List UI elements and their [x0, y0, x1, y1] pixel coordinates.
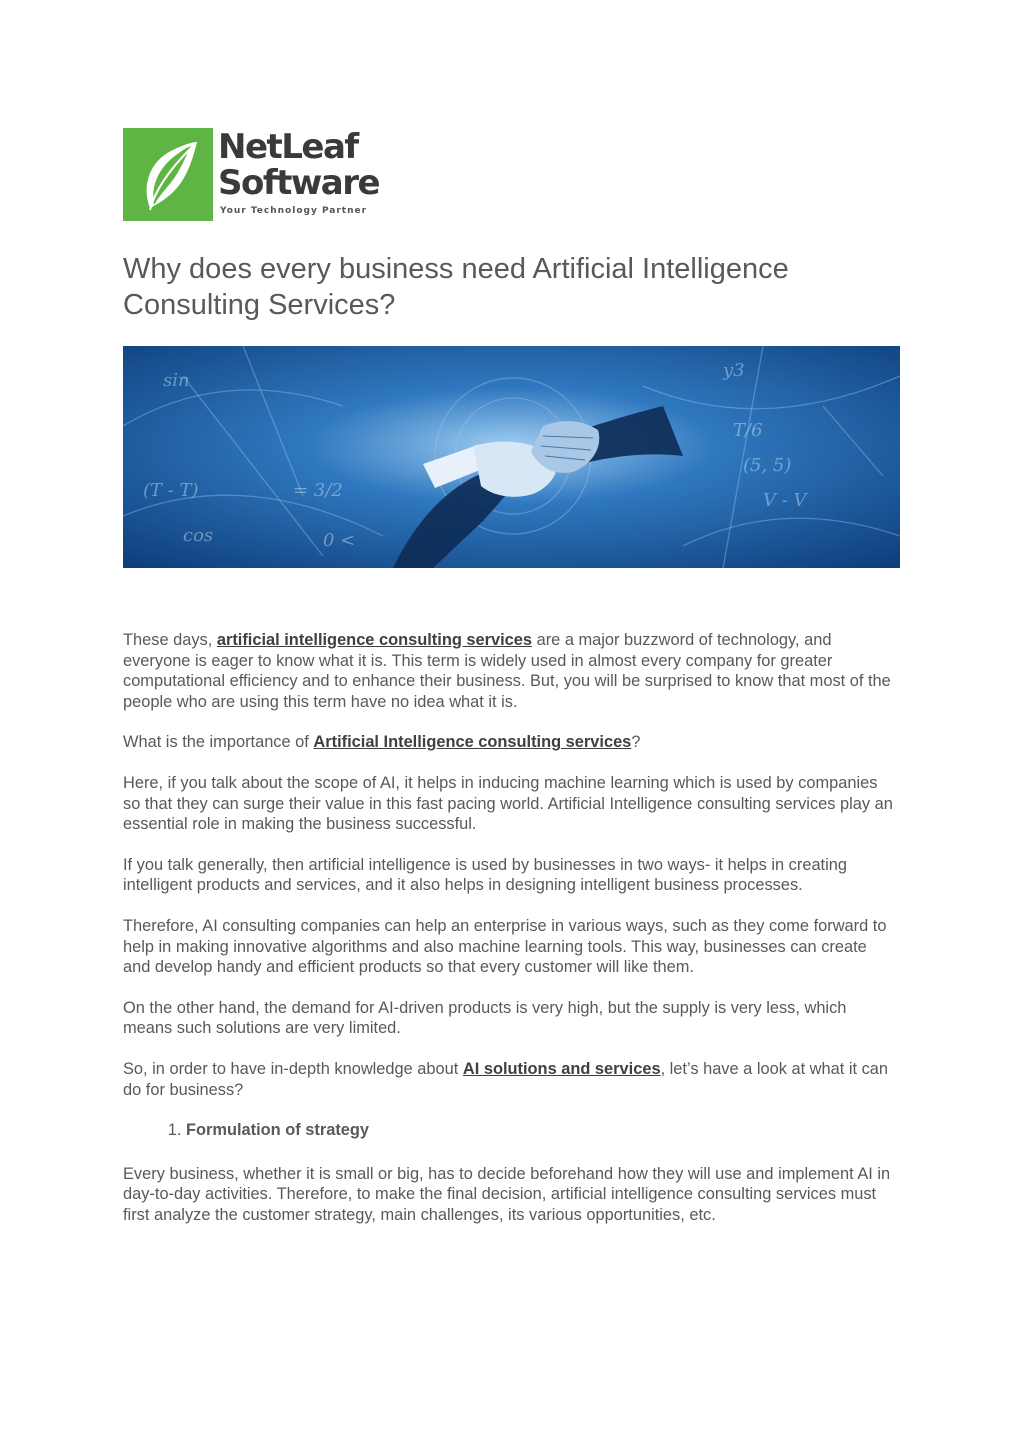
svg-text:(5, 5): (5, 5): [743, 455, 792, 476]
ai-solutions-link[interactable]: AI solutions and services: [462, 1059, 661, 1078]
svg-text:V - V: V - V: [763, 490, 807, 511]
svg-text:sin: sin: [163, 370, 190, 391]
leaf-icon: [123, 128, 213, 221]
svg-text:(T - T): (T - T): [143, 480, 199, 501]
overview-paragraph: So, in order to have in-depth knowledge about AI solutions and services, let’s have a look at what it can do for business?: [123, 1059, 889, 1099]
strategy-paragraph: Every business, whether it is small or big, has to decide beforehand how they will use and implement AI in day-to-day activities. Therefore, to make the final decision, artificial intelligence consulting services must first analyze the customer strategy, main challenges, its various opportunities, etc.: [123, 1164, 891, 1224]
list-item: 1. Formulation of strategy: [186, 1120, 898, 1141]
ai-consulting-services-link[interactable]: artificial intelligence consulting services: [216, 631, 533, 649]
numbered-list: [123, 1120, 898, 1141]
article-title: Why does every business need Artificial Intelligence Consulting Services?: [123, 253, 789, 321]
logo-wordmark-line2: Software: [218, 163, 380, 203]
demand-paragraph: On the other hand, the demand for AI-driven products is very high, but the supply is very less, which means such solutions are very limited.: [123, 998, 847, 1038]
article-body: [123, 630, 898, 1245]
importance-question-paragraph: What is the importance of Artificial Intelligence consulting services?: [123, 733, 641, 752]
usage-paragraph: If you talk generally, then artificial intelligence is used by businesses in two ways- it helps in creating intelligent products and services, and it also helps in designing intelligent business processes.: [123, 855, 847, 895]
svg-text:= 3/2: = 3/2: [293, 480, 343, 501]
handshake-image: [123, 346, 900, 568]
scope-paragraph: Here, if you talk about the scope of AI, it helps in inducing machine learning which is used by companies so that they can surge their value in this fast pacing world. Artificial Intelligence consulting services play an essential role in making the business successful.: [123, 773, 893, 834]
svg-text:T/6: T/6: [733, 420, 763, 441]
svg-text:cos: cos: [183, 525, 214, 546]
svg-text:0 <: 0 <: [323, 530, 356, 551]
netleaf-logo: [123, 128, 385, 222]
logo-wordmark-line1: NetLeaf: [218, 127, 358, 167]
logo-tagline: Your Technology Partner: [220, 206, 368, 216]
svg-text:y3: y3: [723, 360, 745, 381]
intro-paragraph: These days, artificial intelligence consulting services are a major buzzword of technology, and everyone is eager to know what it is. This term is widely used in almost every company for greater computational efficiency and to enhance their business. But, you will be surprised to know that most of the people who are using this term have no idea what it is.: [123, 631, 891, 711]
companies-paragraph: Therefore, AI consulting companies can help an enterprise in various ways, such as they come forward to help in making innovative algorithms and also machine learning tools. This way, businesses can create and develop handy and efficient products so that every customer will like them.: [123, 916, 887, 977]
ai-consulting-services-link-2[interactable]: Artificial Intelligence consulting services: [313, 733, 632, 752]
hero-image: [123, 346, 900, 568]
